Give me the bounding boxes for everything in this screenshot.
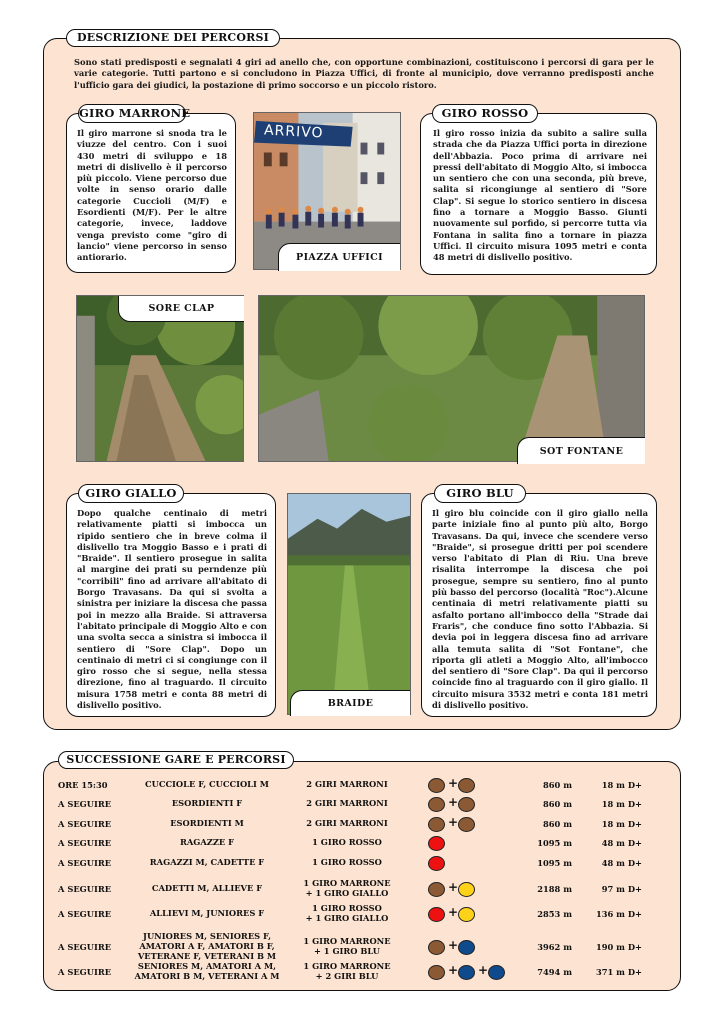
- plus-sign: +: [478, 962, 489, 977]
- race-distance: 2188 m: [537, 883, 572, 894]
- route-dots: [418, 775, 518, 794]
- laps-line: + 2 GIRI BLU: [315, 970, 379, 981]
- route-dot-blu: [458, 965, 475, 980]
- category-line: SENIORES M, AMATORI A M,: [137, 961, 277, 971]
- category-line: JUNIORES M, SENIORES F,: [143, 931, 271, 941]
- race-categories: [122, 909, 292, 919]
- race-laps: [294, 838, 400, 848]
- race-distance: 860 m: [543, 780, 572, 790]
- giro-marrone-text: Il giro marrone si snoda tra le viuzze del centro. Con i suoi 430 metri di sviluppo e 18 metri di dislivello è il percorso più piccolo. Viene percorso due volte in senso orario dalle categorie Cuccioli (M/F) e Esordienti (M/F). Per le altre categorie, invece, laddove venga previsto come "giro di lancio" viene percorso in senso antiorario.: [77, 128, 227, 263]
- laps-line: 1 GIRO ROSSO: [312, 857, 382, 867]
- plus-sign: +: [448, 962, 459, 977]
- race-elevation: 18 m D+: [601, 819, 642, 829]
- race-laps: [294, 799, 400, 809]
- descrizione-intro: Sono stati predisposti e segnalati 4 giri ad anello che, con opportune combinazioni, costituiscono i percorsi di gara per le varie categorie. Tutti partono e si concludono in Piazza Uffici, di fronte al municipio, dove verranno predisposti anche l'ufficio gara dei giudici, la postazione di primo soccorso e un piccolo ristoro.: [74, 57, 654, 90]
- route-dots: [418, 879, 518, 898]
- category-line: CUCCIOLE F, CUCCIOLI M: [145, 779, 269, 789]
- category-line: RAGAZZI M, CADETTE F: [149, 857, 265, 867]
- race-elevation: 48 m D+: [601, 838, 642, 848]
- braide-caption: BRAIDE: [290, 690, 410, 716]
- sot-fontane-caption: SOT FONTANE: [517, 437, 645, 464]
- route-dot-rosso: [428, 836, 445, 851]
- piazza-uffici-caption: PIAZZA UFFICI: [278, 243, 400, 271]
- route-dot-marrone: [428, 797, 445, 812]
- route-dot-marrone: [458, 797, 475, 812]
- race-categories: [122, 838, 292, 848]
- route-dot-marrone: [428, 778, 445, 793]
- successione-table: [44, 762, 680, 990]
- race-time: A SEGUIRE: [58, 799, 112, 809]
- route-dot-marrone: [428, 940, 445, 955]
- route-dot-marrone: [458, 817, 475, 832]
- successione-title: SUCCESSIONE GARE E PERCORSI: [58, 751, 294, 769]
- giro-marrone-box: [66, 113, 236, 273]
- category-line: RAGAZZE F: [179, 837, 235, 847]
- giro-giallo-text: Dopo qualche centinaio di metri relativamente piatti si imbocca un ripido sentiero che in breve colma il dislivello tra Moggio Basso e i prati di "Braide". Il sentiero prosegue in salita al margine dei prati su perndenze più "corribili" fino ad arrivare all'abitato di Borgo Travasans. Da qui si svolta a sinistra per iniziare la discesa che passa poi in mezzo alla Braide. Si attraversa l'abitato principale di Moggio Alto e con una svolta secca a sinistra si imbocca il sentiero di "Sore Clap". Dopo un centinaio di metri ci si congiunge con il giro rosso che si segue, nella stessa direzione, fino al traguardo. Il circuito misura 1758 metri e conta 88 metri di dislivello positivo.: [77, 508, 267, 711]
- race-elevation: 48 m D+: [601, 858, 642, 868]
- descrizione-title: DESCRIZIONE DEI PERCORSI: [66, 29, 280, 47]
- route-dots: [418, 904, 518, 923]
- route-dot-marrone: [458, 778, 475, 793]
- race-categories: [122, 780, 292, 790]
- laps-line: 1 GIRO MARRONE: [303, 961, 391, 971]
- giro-rosso-text: Il giro rosso inizia da subito a salire sulla strada che da Piazza Uffici porta in direzione dell'Abbazia. Poco prima di arrivare nei pressi dell'abitato di Moggio Alto, si imbocca un sentiero che con una seconda, più breve, salita si ricongiunge al sentiero di "Sore Clap". Si segue lo storico sentiero in discesa fino a tornare a Moggio Basso. Giunti nuovamente sul porfido, si percorre tutta via Fontana in salita fino a tornare in piazza Uffici. Il circuito misura 1095 metri e conta 48 metri di dislivello positivo.: [433, 128, 647, 263]
- sore-clap-caption: SORE CLAP: [118, 296, 244, 322]
- plus-sign: +: [448, 814, 459, 829]
- route-dot-giallo: [458, 882, 475, 897]
- laps-line: 2 GIRI MARRONI: [306, 818, 388, 828]
- laps-line: + 1 GIRO GIALLO: [305, 912, 389, 923]
- giro-rosso-title: GIRO ROSSO: [432, 104, 538, 123]
- race-distance: 2853 m: [537, 908, 572, 919]
- route-dot-blu: [458, 940, 475, 955]
- race-elevation: 18 m D+: [601, 799, 642, 809]
- race-laps: [294, 819, 400, 829]
- race-laps: [294, 879, 400, 899]
- race-elevation: 97 m D+: [601, 883, 642, 894]
- plus-sign: +: [448, 794, 459, 809]
- plus-sign: +: [448, 937, 459, 952]
- race-time: A SEGUIRE: [58, 858, 112, 868]
- route-dot-marrone: [428, 817, 445, 832]
- race-laps: [294, 937, 400, 957]
- race-time: ORE 15:30: [58, 780, 108, 790]
- race-laps: [294, 780, 400, 790]
- laps-line: 1 GIRO ROSSO: [312, 837, 382, 847]
- race-time: A SEGUIRE: [58, 819, 112, 829]
- race-distance: 1095 m: [537, 838, 572, 848]
- giro-giallo-box: [66, 493, 276, 717]
- category-line: ESORDIENTI F: [171, 798, 243, 808]
- route-dots: [418, 856, 518, 872]
- laps-line: 1 GIRO MARRONE: [303, 935, 391, 946]
- race-time: A SEGUIRE: [58, 838, 112, 848]
- race-distance: 7494 m: [537, 966, 572, 977]
- category-line: AMATORI B M, VETERANI A M: [134, 970, 280, 981]
- race-distance: 860 m: [543, 799, 572, 809]
- route-dot-marrone: [428, 882, 445, 897]
- category-line: ALLIEVI M, JUNIORES F: [149, 907, 265, 918]
- laps-line: 1 GIRO MARRONE: [303, 878, 391, 888]
- category-line: AMATORI A F, AMATORI B F,: [139, 940, 275, 951]
- category-line: ESORDIENTI M: [170, 818, 244, 828]
- race-elevation: 190 m D+: [595, 941, 642, 952]
- laps-line: + 1 GIRO GIALLO: [305, 887, 389, 898]
- route-dot-giallo: [458, 907, 475, 922]
- giro-marrone-title: GIRO MARRONE: [78, 104, 186, 123]
- giro-blu-box: [421, 493, 657, 717]
- race-categories: [122, 819, 292, 829]
- plus-sign: +: [448, 775, 459, 790]
- race-laps: [294, 904, 400, 924]
- arrivo-banner-text: ARRIVO: [263, 122, 324, 142]
- race-time: A SEGUIRE: [58, 883, 112, 894]
- route-dots: [418, 814, 518, 833]
- giro-blu-title: GIRO BLU: [434, 484, 526, 503]
- route-dot-marrone: [428, 965, 445, 980]
- giro-rosso-box: [420, 113, 657, 275]
- race-distance: 3962 m: [537, 941, 572, 952]
- race-categories: [122, 799, 292, 809]
- race-time: A SEGUIRE: [58, 941, 112, 952]
- successione-panel: [43, 761, 681, 991]
- laps-line: 1 GIRO ROSSO: [312, 903, 382, 913]
- route-dots: [418, 962, 518, 981]
- race-laps: [294, 858, 400, 868]
- race-categories: [122, 962, 292, 982]
- race-laps: [294, 962, 400, 982]
- route-dot-rosso: [428, 856, 445, 871]
- laps-line: 2 GIRI MARRONI: [306, 798, 388, 808]
- plus-sign: +: [448, 904, 459, 919]
- race-categories: [122, 932, 292, 961]
- laps-line: 2 GIRI MARRONI: [306, 779, 388, 789]
- route-dots: [418, 836, 518, 852]
- category-line: CADETTI M, ALLIEVE F: [151, 882, 263, 893]
- braide-photo: [287, 493, 411, 715]
- race-categories: [122, 884, 292, 894]
- laps-line: + 1 GIRO BLU: [313, 945, 381, 956]
- race-distance: 1095 m: [537, 858, 572, 868]
- race-time: A SEGUIRE: [58, 908, 112, 919]
- race-time: A SEGUIRE: [58, 966, 112, 977]
- route-dot-rosso: [428, 907, 445, 922]
- route-dot-blu: [488, 965, 505, 980]
- race-elevation: 136 m D+: [595, 908, 642, 919]
- race-categories: [122, 858, 292, 868]
- plus-sign: +: [448, 879, 459, 894]
- route-dots: [418, 794, 518, 813]
- route-dots: [418, 937, 518, 956]
- race-elevation: 371 m D+: [595, 966, 642, 977]
- race-elevation: 18 m D+: [601, 780, 642, 790]
- giro-blu-text: Il giro blu coincide con il giro giallo nella parte iniziale fino al punto più alto, Borgo Travasans. Da qui, invece che scendere verso "Braide", si prosegue dritti per poi scendere verso l'abitato di Plan di Riu. Una breve risalita interrompe la discesa che poi prosegue, sempre su sentiero, fino al punto più basso del percorso (località "Roc").Alcune centinaia di metri relativamente piatti su asfalto portano all'imbocco della "Strade dai Fraris", che conduce fino sotto l'Abbazia. Si devia poi in leggera discesa fino ad arrivare alla temuta salita di "Sot Fontane", che riporta gli atleti a Moggio Alto, all'imbocco del sentiero di "Sore Clap". Da qui il percorso coincide fino al traguardo con il giro giallo. Il circuito misura 3532 metri e conta 181 metri di dislivello positivo.: [432, 508, 648, 711]
- category-line: VETERANE F, VETERANI B M: [137, 950, 277, 961]
- giro-giallo-title: GIRO GIALLO: [78, 484, 184, 503]
- race-distance: 860 m: [543, 819, 572, 829]
